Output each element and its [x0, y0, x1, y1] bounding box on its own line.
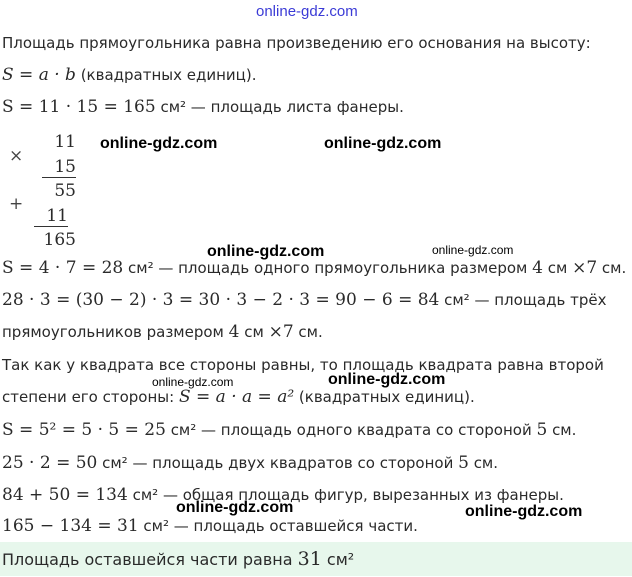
watermark-top: online-gdz.com [256, 3, 358, 20]
text-l9a: см² — площадь одного квадрата со стороной [165, 421, 537, 439]
text-l10b: см. [468, 454, 499, 472]
text-l9b: см. [547, 421, 577, 439]
formula-rect-area: S = 4 · 7 = 28 [2, 258, 124, 278]
formula-total-cut: 84 + 50 = 134 [2, 485, 128, 505]
text-l6b: см [239, 323, 269, 341]
math-times-7: ×7 [572, 258, 598, 278]
text-line-1: Площадь прямоугольника равна произведению его основания на высоту: [2, 34, 591, 52]
mult-row-3: 55 [54, 181, 76, 201]
watermark-3: online-gdz.com [207, 243, 325, 260]
formula-line-4 [2, 258, 626, 278]
text-l6c: см. [293, 323, 323, 341]
formula-line-10 [2, 453, 498, 473]
text-l2: (квадратных единиц). [75, 66, 257, 84]
formula-remaining: 165 − 134 = 31 [2, 516, 139, 536]
math-times-7b: ×7 [268, 322, 294, 342]
mult-row-5: 165 [43, 230, 76, 250]
math-4b: 4 [228, 322, 240, 342]
text-l5: см² — площадь трёх [439, 291, 607, 309]
formula-line-2 [2, 65, 257, 85]
text-l3: см² — площадь листа фанеры. [155, 98, 404, 116]
text-line-6 [2, 322, 323, 342]
formula-three-rects: 28 · 3 = (30 − 2) · 3 = 30 · 3 − 2 · 3 = 90 − 6 = 84 [2, 290, 440, 310]
formula-area-rect: S = a · b [2, 65, 76, 85]
text-l8b: (квадратных единиц). [294, 388, 475, 406]
watermark-6: online-gdz.com [328, 371, 446, 388]
text-l10a: см² — площадь двух квадратов со стороной [97, 454, 459, 472]
mult-row-2: 15 [42, 157, 76, 178]
watermark-1: online-gdz.com [100, 135, 218, 152]
formula-one-square: S = 5² = 5 · 5 = 25 [2, 420, 166, 440]
text-l6a: прямоугольников размером [2, 323, 229, 341]
math-5b: 5 [458, 453, 469, 473]
text-l4a: см² — площадь одного прямоугольника размером [123, 259, 533, 277]
math-5: 5 [536, 420, 548, 440]
formula-line-12 [2, 516, 418, 536]
formula-line-9 [2, 420, 576, 440]
answer-unit: см² [321, 550, 355, 569]
formula-line-3 [2, 97, 404, 117]
watermark-4: online-gdz.com [432, 243, 514, 257]
watermark-8: online-gdz.com [465, 503, 583, 520]
watermark-7: online-gdz.com [176, 499, 294, 516]
text-l8a: степени его стороны: [2, 388, 179, 406]
text-line-7: Так как у квадрата все стороны равны, то площадь квадрата равна второй [2, 356, 604, 374]
answer-value: 31 [297, 548, 322, 570]
answer-text: Площадь оставшейся части равна [2, 550, 298, 569]
text-l4b: см [542, 259, 573, 277]
text-l4c: см. [597, 259, 627, 277]
answer-box [0, 542, 632, 576]
times-sign: × [9, 146, 24, 166]
formula-square-area: S = a · a = a² [178, 387, 295, 407]
watermark-5: online-gdz.com [152, 375, 234, 389]
watermark-2: online-gdz.com [324, 135, 442, 152]
formula-line-5 [2, 290, 606, 310]
mult-row-1: 11 [54, 132, 76, 152]
formula-sheet-area: S = 11 · 15 = 165 [2, 97, 156, 117]
formula-two-squares: 25 · 2 = 50 [2, 453, 98, 473]
plus-sign: + [9, 194, 24, 214]
text-l11: см² — общая площадь фигур, вырезанных из фанеры. [127, 486, 564, 504]
text-line-8 [2, 387, 475, 407]
math-4: 4 [532, 258, 543, 278]
mult-row-4: 11 [34, 206, 68, 227]
text-l12: см² — площадь оставшейся части. [138, 517, 418, 535]
